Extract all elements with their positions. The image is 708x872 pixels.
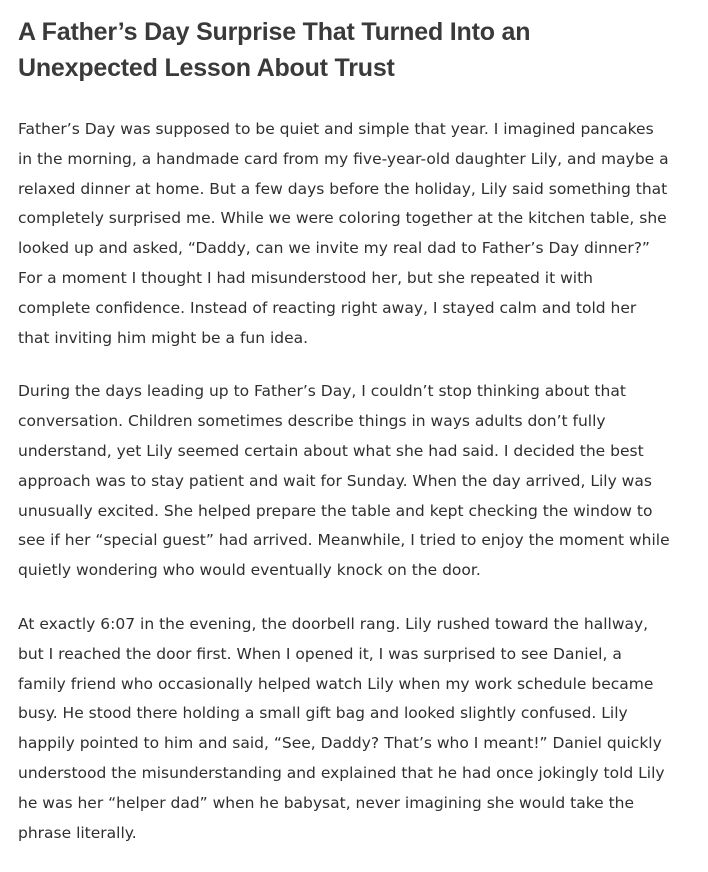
article-body xyxy=(18,115,670,848)
article xyxy=(18,14,670,872)
article-title: A Father’s Day Surprise That Turned Into an Unexpected Lesson About Trust xyxy=(18,18,531,82)
article-paragraph: At exactly 6:07 in the evening, the doorbell rang. Lily rushed toward the hallway, but I reached the door first. When I opened it, I was surprised to see Daniel, a family friend who occasionally helped watch Lily when my work schedule became busy. He stood there holding a small gift bag and looked slightly confused. Lily happily pointed to him and said, “See, Daddy? That’s who I meant!” Daniel quickly understood the misunderstanding and explained that he had once jokingly told Lily he was her “helper dad” when he babysat, never imagining she would take the phrase literally. xyxy=(18,614,665,842)
article-paragraph: During the days leading up to Father’s Day, I couldn’t stop thinking about that conversation. Children sometimes describe things in ways adults don’t fully understand, yet Lily seemed certain about what she had said. I decided the best approach was to stay patient and wait for Sunday. When the day arrived, Lily was unusually excited. She helped prepare the table and kept checking the window to see if her “special guest” had arrived. Meanwhile, I tried to enjoy the moment while quietly wondering who would eventually knock on the door. xyxy=(18,382,670,580)
article-paragraph: Father’s Day was supposed to be quiet and simple that year. I imagined pancakes in the morning, a handmade card from my five-year-old daughter Lily, and maybe a relaxed dinner at home. But a few days before the holiday, Lily said something that completely surprised me. While we were coloring together at the kitchen table, she looked up and asked, “Daddy, can we invite my real dad to Father’s Day dinner?” For a moment I thought I had misunderstood her, but she repeated it with complete confidence. Instead of reacting right away, I stayed calm and told her that inviting him might be a fun idea. xyxy=(18,120,669,347)
